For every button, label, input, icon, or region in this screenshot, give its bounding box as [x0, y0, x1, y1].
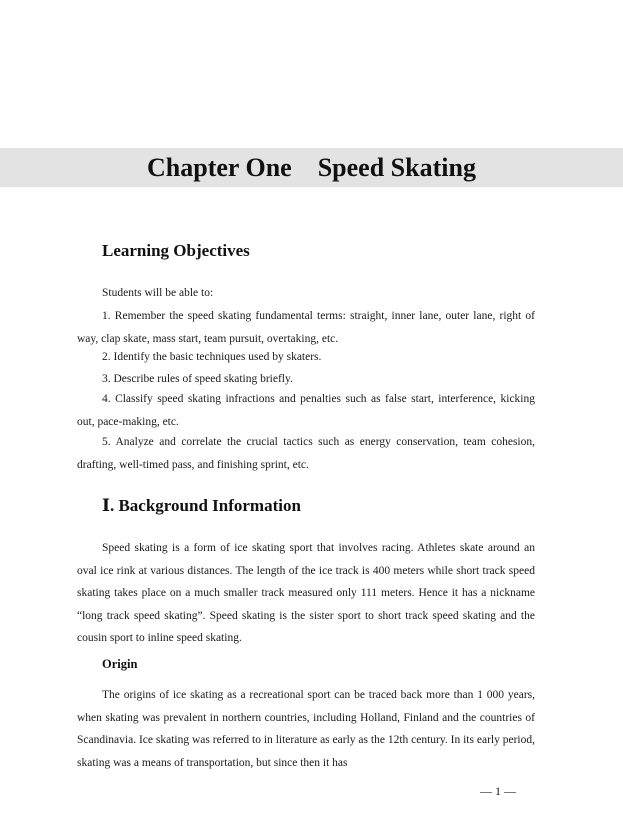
page-number: — 1 — — [480, 784, 516, 798]
background-paragraph: Speed skating is a form of ice skating sport that involves racing. Athletes skate around an oval ice rink at various distances. The length of the ice track is 400 meters while short track speed skating takes place on a much smaller track measured only 111 meters. Hence it has a nickname “long track speed skating”. Speed skating is the sister sport to short track speed skating and the cousin sport to inline speed skating. — [77, 542, 535, 644]
objective-item-3: 3. Describe rules of speed skating briefly. — [102, 373, 293, 385]
learning-objectives-heading: Learning Objectives — [102, 241, 250, 260]
origin-paragraph: The origins of ice skating as a recreational sport can be traced back more than 1 000 years, when skating was prevalent in northern countries, including Holland, Finland and the countries of Scandinavia. Ice skating was referred to in literature as early as the 12th century. In its early period, skating was a means of transportation, but since then it has — [77, 689, 535, 769]
objective-item-5: 5. Analyze and correlate the crucial tactics such as energy conservation, team cohesion, drafting, well-timed pass, and finishing sprint, etc. — [77, 436, 535, 471]
objectives-intro: Students will be able to: — [102, 287, 214, 299]
origin-heading: Origin — [102, 657, 138, 671]
background-heading: Ⅰ. Background Information — [102, 496, 301, 515]
chapter-title: Chapter One Speed Skating — [147, 153, 476, 182]
objective-item-4: 4. Classify speed skating infractions and penalties such as false start, interference, kicking out, pace-making, etc. — [77, 393, 535, 428]
objective-item-2: 2. Identify the basic techniques used by skaters. — [102, 351, 322, 363]
objective-item-1: 1. Remember the speed skating fundamental terms: straight, inner lane, outer lane, right of way, clap skate, mass start, team pursuit, overtaking, etc. — [77, 310, 535, 345]
